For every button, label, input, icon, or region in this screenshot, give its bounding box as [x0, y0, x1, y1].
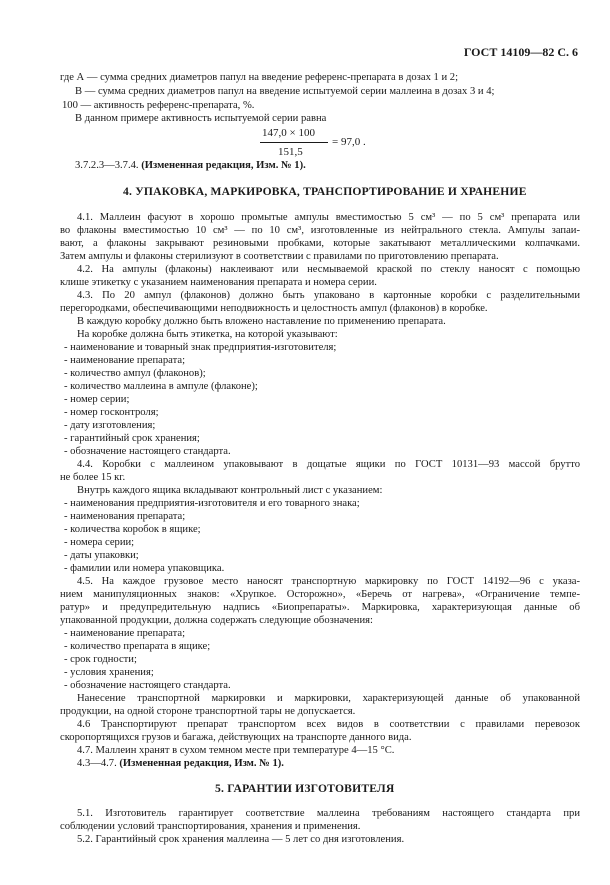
box-label-item: - наименование и товарный знак предприятия-изготовителя;	[64, 342, 337, 353]
box-label-item: - дату изготовления;	[64, 420, 156, 431]
p45-line-4: упакованной продукции, должна содержать следующие обозначения:	[60, 615, 373, 626]
p43-line-4: На коробке должна быть этикетка, на которой указывают:	[77, 329, 338, 340]
marking-item: - количество препарата в ящике;	[64, 641, 211, 652]
p52: 5.2. Гарантийный срок хранения маллеина — 5 лет со дня изготовления.	[77, 834, 405, 845]
box-label-item: - количество маллеина в ампуле (флаконе);	[64, 381, 258, 392]
marking-item: - наименование препарата;	[64, 628, 186, 639]
p45-line-1: 4.5. На каждое грузовое место наносят транспортную маркировку по ГОСТ 14192—96 с указа-	[77, 576, 580, 587]
edit-note-2-items: 4.3—4.7.	[77, 758, 117, 769]
p45-line-3: ратур» и предупредительную надпись «Биопрепараты». Маркировка, характеризующая данные об	[60, 602, 580, 613]
control-sheet-item: - фамилии или номера упаковщика.	[64, 563, 225, 574]
p43-line-3: В каждую коробку должно быть вложено наставление по применению препарата.	[77, 316, 446, 327]
p41-line-3: вают, а флаконы закрывают резиновыми пробками, которые закатывают металлическими колпачками.	[60, 238, 580, 249]
p43-line-1: 4.3. По 20 ампул (флаконов) должно быть упаковано в картонные коробки с разделительными	[77, 290, 580, 301]
legend-line-a: где А — сумма средних диаметров папул на введение референс-препарата в дозах 1 и 2;	[60, 72, 459, 83]
example-intro: В данном примере активность испытуемой серии равна	[75, 113, 327, 124]
p51-line-1: 5.1. Изготовитель гарантирует соответствие маллеина требованиям настоящего стандарта при	[77, 808, 580, 819]
edit-note-1-label: (Измененная редакция, Изм. № 1).	[141, 160, 306, 171]
p45b-line-1: Нанесение транспортной маркировки и маркировки, характеризующей данные об упакованной	[77, 693, 580, 704]
p46-line-2: скоропортящихся грузов и багажа, действующих на транспорте данного вида.	[60, 732, 412, 743]
p41-line-4: Затем ампулы и флаконы стерилизуют в соответствии с правилами по приготовлению препарата.	[60, 251, 499, 262]
box-label-item: - номер госконтроля;	[64, 407, 159, 418]
control-sheet-item: - даты упаковки;	[64, 550, 139, 561]
p47: 4.7. Маллеин хранят в сухом темном месте при температуре 4—15 °С.	[77, 745, 395, 756]
p45b-line-2: продукции, на одной стороне транспортной тары не допускается.	[60, 706, 356, 717]
box-label-item: - наименование препарата;	[64, 355, 186, 366]
legend-line-b: В — сумма средних диаметров папул на введение испытуемой серии маллеина в дозах 3 и 4;	[75, 86, 495, 97]
box-label-item: - количество ампул (флаконов);	[64, 368, 206, 379]
edit-note-2	[77, 758, 284, 770]
marking-item: - обозначение настоящего стандарта.	[64, 680, 231, 691]
formula-denominator: 151,5	[278, 146, 303, 158]
formula-numerator: 147,0 × 100	[262, 127, 315, 139]
marking-item: - срок годности;	[64, 654, 137, 665]
p44-line-2: не более 15 кг.	[60, 472, 126, 483]
edit-note-1-items: 3.7.2.3—3.7.4.	[75, 160, 139, 171]
p41-line-2: во флаконы вместимостью 10 см³ — по 10 см³, изготовленные из нейтрального стекла. Ампулы запаи-	[60, 225, 580, 236]
edit-note-1	[75, 160, 306, 172]
legend-line-100: 100 — активность референс-препарата, %.	[62, 100, 255, 111]
p44-line-3: Внутрь каждого ящика вкладывают контрольный лист с указанием:	[77, 485, 383, 496]
box-label-item: - гарантийный срок хранения;	[64, 433, 200, 444]
p45-line-2: нием манипуляционных знаков: «Хрупкое. Осторожно», «Беречь от нагрева», «Ограничение темпе-	[60, 589, 580, 600]
formula-result: = 97,0 .	[332, 136, 366, 148]
running-header: ГОСТ 14109—82 С. 6	[463, 45, 578, 59]
fraction-bar	[260, 142, 328, 143]
p42-line-2: клише этикетку с указанием наименования препарата и номера серии.	[60, 277, 377, 288]
edit-note-2-label: (Измененная редакция, Изм. № 1).	[119, 758, 284, 769]
p51-line-2: соблюдении условий транспортирования, хранения и применения.	[60, 821, 361, 832]
p41-line-1: 4.1. Маллеин фасуют в хорошо промытые ампулы вместимостью 5 см³ — по 5 см³ препарата или	[77, 212, 580, 223]
p43-line-2: перегородками, обеспечивающими неподвижность и целостность ампул (флаконов) в коробке.	[60, 303, 488, 314]
control-sheet-item: - наименования препарата;	[64, 511, 186, 522]
control-sheet-item: - количества коробок в ящике;	[64, 524, 201, 535]
p46-line-1: 4.6 Транспортируют препарат транспортом всех видов в соответствии с правилами перевозок	[77, 719, 580, 730]
section-5-title: 5. ГАРАНТИИ ИЗГОТОВИТЕЛЯ	[215, 782, 395, 795]
control-sheet-item: - наименования предприятия-изготовителя и его товарного знака;	[64, 498, 360, 509]
marking-item: - условия хранения;	[64, 667, 154, 678]
p44-line-1: 4.4. Коробки с маллеином упаковывают в дощатые ящики по ГОСТ 10131—93 массой брутто	[77, 459, 580, 470]
box-label-item: - обозначение настоящего стандарта.	[64, 446, 231, 457]
p42-line-1: 4.2. На ампулы (флаконы) наклеивают или несмываемой краской по стеклу наносят с помощью	[77, 264, 580, 275]
control-sheet-item: - номера серии;	[64, 537, 135, 548]
section-4-title: 4. УПАКОВКА, МАРКИРОВКА, ТРАНСПОРТИРОВАНИЕ И ХРАНЕНИЕ	[123, 185, 527, 198]
box-label-item: - номер серии;	[64, 394, 130, 405]
